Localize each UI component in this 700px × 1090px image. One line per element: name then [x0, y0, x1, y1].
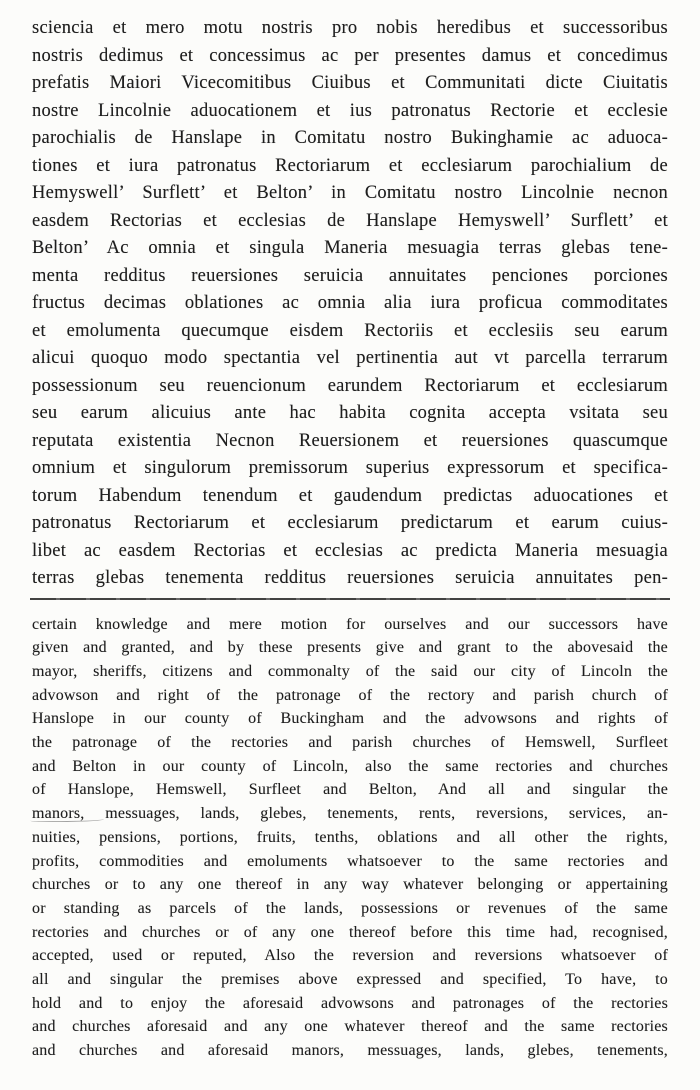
latin-line: libet ac easdem Rectorias et ecclesias ac predicta Maneria mesuagia [32, 540, 668, 561]
latin-line: Belton’ Ac omnia et singula Maneria mesuagia terras glebas tene- [32, 238, 668, 258]
english-line: mayor, sheriffs, citizens and commonalty of the said our city of Lincoln the [32, 662, 668, 680]
english-line: and Belton in our county of Lincoln, also the same rectories and churches [32, 757, 668, 775]
latin-line: nostre Lincolnie aduocationem et ius patronatus Rectorie et ecclesie [32, 100, 668, 121]
latin-line: reputata existentia Necnon Reuersionem et reuersiones quascumque [32, 430, 668, 451]
english-line: profits, commodities and emoluments whatsoever to the same rectories and [32, 852, 668, 870]
latin-line: sciencia et mero motu nostris pro nobis heredibus et successoribus [32, 18, 668, 38]
english-line: the patronage of the rectories and parish churches of Hemswell, Surfleet [32, 734, 668, 752]
latin-line: fructus decimas oblationes ac omnia alia iura proficua commoditates [32, 293, 668, 313]
english-line: nuities, pensions, portions, fruits, tenths, oblations and all other the rights, [32, 828, 668, 846]
latin-line: et emolumenta quecumque eisdem Rectoriis et ecclesiis seu earum [32, 320, 668, 341]
latin-line: omnium et singulorum premissorum superius expressorum et specifica- [32, 458, 668, 478]
english-line: and churches aforesaid and any one whatever thereof and the same rectories [32, 1018, 668, 1036]
english-line: of Hanslope, Hemswell, Surfleet and Belton, And all and singular the [32, 781, 668, 799]
latin-line: parochialis de Hanslape in Comitatu nostro Bukinghamie ac aduoca- [32, 128, 668, 148]
latin-line: menta redditus reuersiones seruicia annuitates penciones porciones [32, 265, 668, 286]
latin-line: possessionum seu reuencionum earundem Rectoriarum et ecclesiarum [32, 375, 668, 396]
latin-line: alicui quoquo modo spectantia vel pertinentia aut vt parcella terrarum [32, 348, 668, 368]
english-line: or standing as parcels of the lands, possessions or revenues of the same [32, 899, 668, 917]
latin-line: easdem Rectorias et ecclesias de Hanslape Hemyswell’ Surflett’ et [32, 210, 668, 231]
english-translation-section [32, 600, 668, 1063]
english-line: manors, messuages, lands, glebes, tenements, rents, reversions, services, an- [32, 805, 668, 823]
english-line: advowson and right of the patronage of the rectory and parish church of [32, 686, 668, 704]
latin-line: terras glebas tenementa redditus reuersiones seruicia annuitates pen- [32, 568, 668, 588]
english-line: and churches and aforesaid manors, messuages, lands, glebes, tenements, [32, 1042, 668, 1060]
english-line: all and singular the premises above expressed and specified, To have, to [32, 971, 668, 989]
english-line: accepted, used or reputed, Also the reversion and reversions whatsoever of [32, 947, 668, 965]
latin-line: prefatis Maiori Vicecomitibus Ciuibus et Communitati dicte Ciuitatis [32, 73, 668, 93]
english-line: certain knowledge and mere motion for ourselves and our successors have [32, 615, 668, 633]
english-line: hold and to enjoy the aforesaid advowsons and patronages of the rectories [32, 994, 668, 1012]
english-line: Hanslope in our county of Buckingham and the advowsons and rights of [32, 710, 668, 728]
latin-line: Hemyswell’ Surflett’ et Belton’ in Comitatu nostro Lincolnie necnon [32, 183, 668, 203]
latin-line: nostris dedimus et concessimus ac per presentes damus et concedimus [32, 45, 668, 66]
latin-text-section [32, 0, 668, 593]
latin-line: torum Habendum tenendum et gaudendum predictas aduocationes et [32, 485, 668, 506]
latin-line: tiones et iura patronatus Rectoriarum et ecclesiarum parochialium de [32, 155, 668, 176]
english-line: rectories and churches or of any one thereof before this time had, recognised, [32, 923, 668, 941]
latin-line: patronatus Rectoriarum et ecclesiarum predictarum et earum cuius- [32, 513, 668, 533]
english-line: churches or to any one thereof in any way whatever belonging or appertaining [32, 876, 668, 894]
latin-line: seu earum alicuius ante hac habita cognita accepta vsitata seu [32, 403, 668, 423]
english-line: given and granted, and by these presents give and grant to the abovesaid the [32, 639, 668, 657]
